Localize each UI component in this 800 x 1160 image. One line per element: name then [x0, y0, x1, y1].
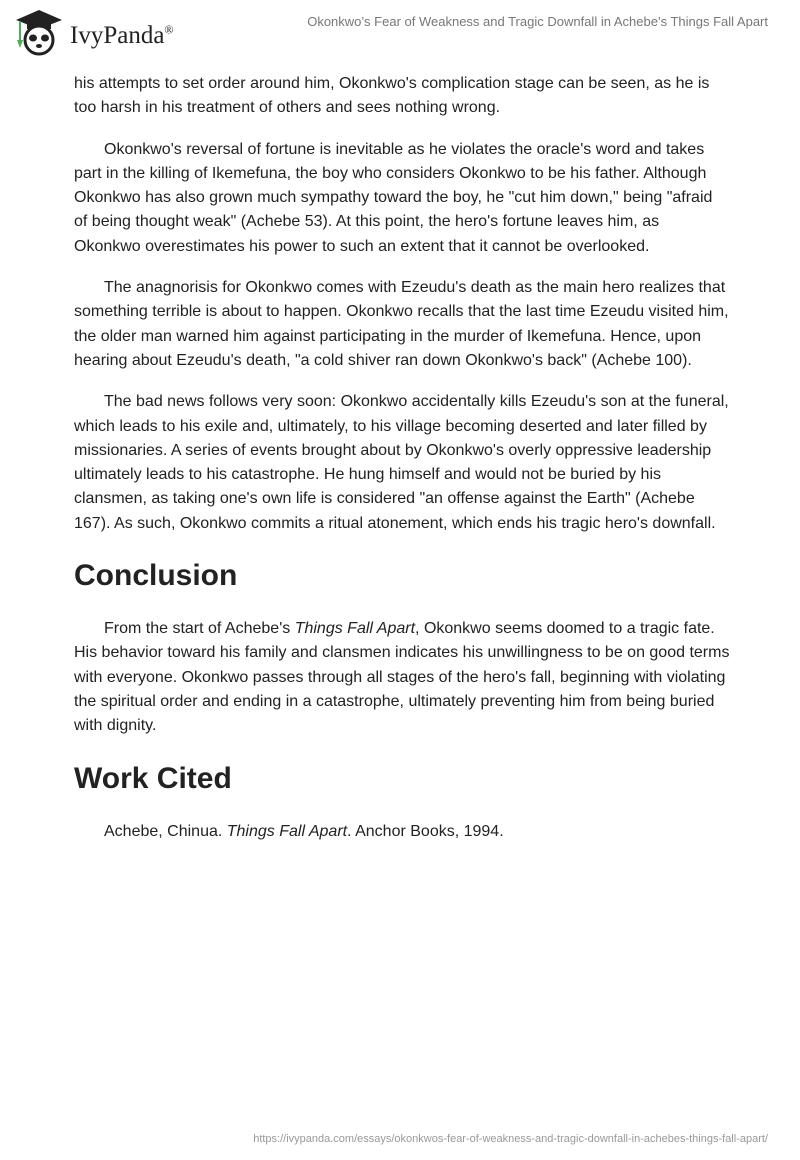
paragraph: The anagnorisis for Okonkwo comes with Ezeudu's death as the main hero realizes that something terrible is about to happen. Okonkwo recalls that the last time Ezeudu visited him, the older man warned him against participating in the murder of Ikemefuna. Hence, upon hearing about Ezeudu's death, "a cold shiver ran down Okonkwo's back" (Achebe 100). [74, 279, 729, 369]
book-title: Things Fall Apart [226, 822, 348, 840]
conclusion-paragraph [74, 617, 730, 738]
text: From the start of Achebe's [104, 620, 295, 638]
essay-content [74, 72, 730, 861]
source-url[interactable]: https://ivypanda.com/essays/okonkwos-fear-of-weakness-and-tragic-downfall-in-achebes-things-fall-apart/ [253, 1133, 768, 1145]
works-cited-heading: Work Cited [74, 761, 232, 795]
citation [74, 820, 730, 844]
panda-graduate-icon [14, 8, 64, 56]
paragraph: his attempts to set order around him, Okonkwo's complication stage can be seen, as he is too harsh in his treatment of others and sees nothing wrong. [74, 75, 710, 117]
text: . Anchor Books, 1994. [347, 822, 504, 840]
paragraph: Okonkwo's reversal of fortune is inevitable as he violates the oracle's word and takes part in the killing of Ikemefuna, the boy who considers Okonkwo to be his father. Although Okonkwo has also grown much sympathy toward the boy, he "cut him down," being "afraid of being thought weak" (Achebe 53). At this point, the hero's fortune leaves him, as Okonkwo overestimates his power to such an extent that it cannot be overlooked. [74, 140, 713, 255]
document-title: Okonkwo’s Fear of Weakness and Tragic Downfall in Achebe’s Things Fall Apart [307, 14, 768, 29]
registered-mark: ® [164, 22, 174, 37]
text: , Okonkwo seems doomed to a tragic fate. His behavior toward his family and clansmen indicates his unwillingness to be on good terms with everyone. Okonkwo passes through all stages of the hero's fall, beginning with violating the spiritual order and ending in a catastrophe, ultimately preventing him from being buried with dignity. [74, 620, 730, 735]
paragraph: The bad news follows very soon: Okonkwo accidentally kills Ezeudu's son at the funeral, which leads to his exile and, ultimately, to his village becoming deserted and later filled by missionaries. A series of events brought about by Okonkwo's overly oppressive leadership ultimately leads to his catastrophe. He hung himself and would not be buried by his clansmen, as taking one's own life is considered "an offense against the Earth" (Achebe 167). As such, Okonkwo commits a ritual atonement, which ends his tragic hero's downfall. [74, 393, 729, 532]
logo-text: IvyPanda [70, 22, 165, 49]
conclusion-heading: Conclusion [74, 559, 238, 593]
text: Achebe, Chinua. [104, 822, 227, 840]
ivypanda-logo[interactable] [14, 8, 174, 56]
book-title: Things Fall Apart [294, 620, 416, 638]
